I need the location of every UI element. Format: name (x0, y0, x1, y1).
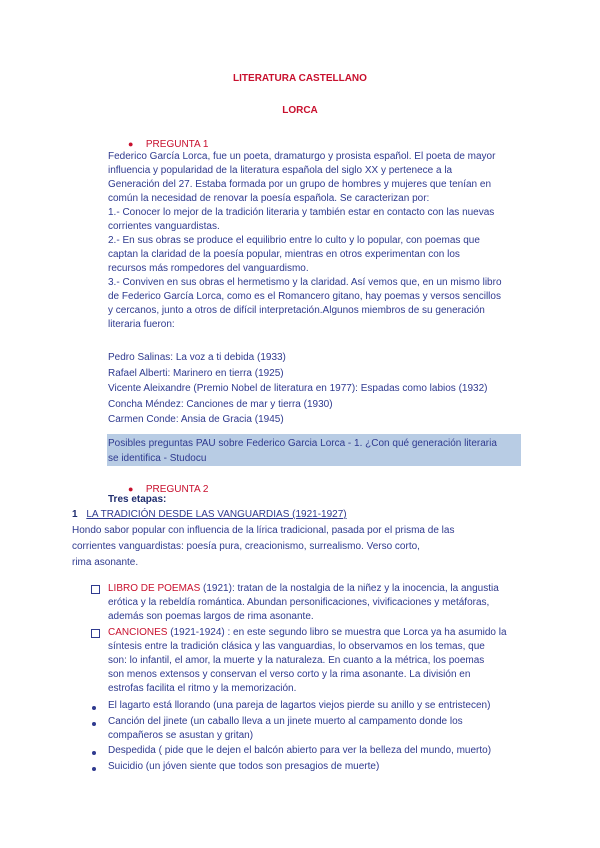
book-canciones (108, 626, 507, 696)
paragraph-line: común la necesidad de renovar la poesía española. Se caracterizan por: (108, 193, 430, 204)
stage-1-description (72, 523, 454, 571)
book-text: además son poemas largos de rima asonante. (108, 611, 314, 622)
description-line: rima asonante. (72, 557, 139, 568)
stage-1-title-row (72, 508, 347, 522)
checkbox-icon[interactable] (91, 585, 100, 594)
stages-heading: Tres etapas: (108, 494, 167, 505)
paragraph-line: 1.- Conocer lo mejor de la tradición literaria y también estar en contacto con las nuevas (108, 207, 495, 218)
poem-item: Suicidio (un jóven siente que todos son presagios de muerte) (108, 761, 380, 772)
poem-item (108, 715, 463, 743)
book-text: son: lo infantil, el amor, la muerte y la naturaleza. En cuanto a la métrica, los poemas (108, 655, 485, 666)
paragraph-line: y cercanos, junto a otros de difícil interpretación.Algunos miembros de su generación (108, 305, 485, 316)
link-line[interactable]: se identifica - Studocu (108, 453, 207, 464)
book-first-line (108, 626, 507, 640)
bullet-icon (92, 706, 96, 710)
paragraph-line: corrientes vanguardistas. (108, 221, 220, 232)
document-title: LITERATURA CASTELLANO (233, 73, 367, 84)
link-line[interactable]: Posibles preguntas PAU sobre Federico Garcia Lorca - 1. ¿Con qué generación literaria (108, 438, 497, 449)
poem-line: Canción del jinete (un caballo lleva a un jinete muerto al campamento donde los (108, 716, 463, 727)
checkbox-icon[interactable] (91, 629, 100, 638)
bullet-icon (92, 722, 96, 726)
stage-number: 1 (72, 509, 78, 520)
bullet-icon (92, 767, 96, 771)
description-line: Hondo sabor popular con influencia de la lírica tradicional, pasada por el prisma de las (72, 525, 455, 536)
question-1-label: PREGUNTA 1 (145, 139, 209, 150)
generation-members-list (108, 350, 487, 428)
question-1-paragraph (108, 150, 502, 332)
stage-1-title: LA TRADICIÓN DESDE LAS VANGUARDIAS (1921-1927) (86, 509, 347, 520)
poem-item: Despedida ( pide que le dejen el balcón abierto para ver la belleza del mundo, muerto) (108, 745, 492, 756)
book-text: estrofas facilita el ritmo y la memorización. (108, 683, 297, 694)
bullet-icon: ● (128, 484, 134, 494)
book-first-line (108, 582, 499, 596)
member-item: Rafael Alberti: Marinero en tierra (1925) (108, 367, 284, 379)
paragraph-line: Federico García Lorca, fue un poeta, dramaturgo y prosista español. El poeta de mayor (108, 151, 496, 162)
paragraph-line: 2.- En sus obras se produce el equilibrio entre lo culto y lo popular, con poemas que (108, 235, 480, 246)
paragraph-line: 3.- Conviven en sus obras el hermetismo y la claridad. Así vemos que, en un mismo libro (108, 277, 502, 288)
book-text: son menos extensos y conservan el verso corto y la rima asonante. La división en (108, 669, 471, 680)
studocu-link[interactable] (108, 436, 497, 466)
book-text: (1921-1924) : en este segundo libro se muestra que Lorca ya ha asumido la (170, 627, 507, 638)
paragraph-line: literaria fueron: (108, 319, 175, 330)
paragraph-line: recursos más rompedores del vanguardismo. (108, 263, 309, 274)
paragraph-line: de Federico García Lorca, como es el Romancero gitano, hay poemas y versos sencillos (108, 291, 501, 302)
book-libro-de-poemas (108, 582, 499, 624)
poem-line: compañeros se asustan y gritan) (108, 730, 254, 741)
paragraph-line: Generación del 27. Estaba formada por un grupo de hombres y mujeres que tenían en (108, 179, 492, 190)
book-name: CANCIONES (108, 627, 168, 638)
paragraph-line: influencia y popularidad de la literatura española del siglo XX y pertenece a la (108, 165, 453, 176)
poem-item: El lagarto está llorando (una pareja de lagartos viejos pierde su anillo y se entristecen) (108, 700, 491, 711)
bullet-icon: ● (128, 139, 134, 149)
member-item: Pedro Salinas: La voz a ti debida (1933) (108, 352, 286, 363)
book-text: erótica y la rebeldía romántica. Abundan personificaciones, vivificaciones y metáforas, (108, 597, 490, 608)
book-text: síntesis entre la tradición clásica y las vanguardias, lo observamos en los temas, que (108, 641, 485, 652)
document-subtitle: LORCA (282, 105, 318, 116)
paragraph-line: captan la claridad de la poesía popular, mientras en otros experimentan con los (108, 249, 460, 260)
question-2-label: PREGUNTA 2 (145, 484, 209, 495)
book-name: LIBRO DE POEMAS (108, 583, 201, 594)
description-line: corrientes vanguardistas: poesía pura, creacionismo, surrealismo. Verso corto, (72, 541, 420, 552)
bullet-icon (92, 751, 96, 755)
member-item: Carmen Conde: Ansia de Gracia (1945) (108, 414, 284, 425)
member-item: Vicente Aleixandre (Premio Nobel de literatura en 1977): Espadas como labios (1932) (108, 383, 488, 394)
book-text: (1921): tratan de la nostalgia de la niñez y la inocencia, la angustia (203, 583, 499, 594)
member-item: Concha Méndez: Canciones de mar y tierra (1930) (108, 398, 333, 410)
